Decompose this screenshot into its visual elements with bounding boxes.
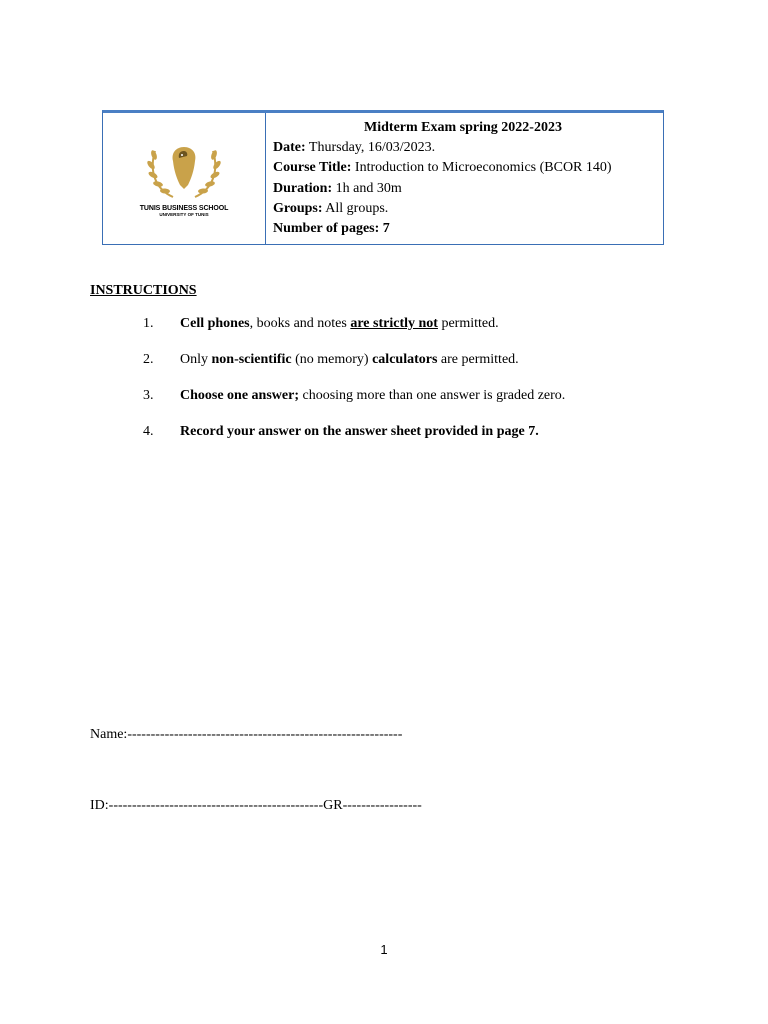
logo-cell bbox=[103, 113, 266, 244]
exam-duration: Duration: 1h and 30m bbox=[273, 180, 402, 196]
university-name: UNIVERSITY OF TUNIS bbox=[159, 211, 209, 217]
exam-groups: Groups: All groups. bbox=[273, 200, 389, 216]
instructions-heading: INSTRUCTIONS bbox=[90, 283, 197, 298]
exam-date: Date: Thursday, 16/03/2023. bbox=[273, 140, 436, 156]
exam-title: Midterm Exam spring 2022-2023 bbox=[364, 120, 562, 135]
exam-header-table bbox=[102, 110, 664, 245]
eagle-laurel-logo-icon bbox=[143, 141, 225, 203]
name-field[interactable]: Name:----------------------------------------------------------- bbox=[90, 727, 403, 742]
number-of-pages: Number of pages: 7 bbox=[273, 221, 390, 237]
course-title: Course Title: Introduction to Microeconomics (BCOR 140) bbox=[273, 160, 612, 176]
exam-info-cell bbox=[266, 113, 663, 244]
page-number: 1 bbox=[380, 942, 388, 957]
school-name: TUNIS BUSINESS SCHOOL bbox=[139, 204, 229, 212]
id-group-field[interactable]: ID:----------------------------------------------GR----------------- bbox=[90, 798, 422, 813]
